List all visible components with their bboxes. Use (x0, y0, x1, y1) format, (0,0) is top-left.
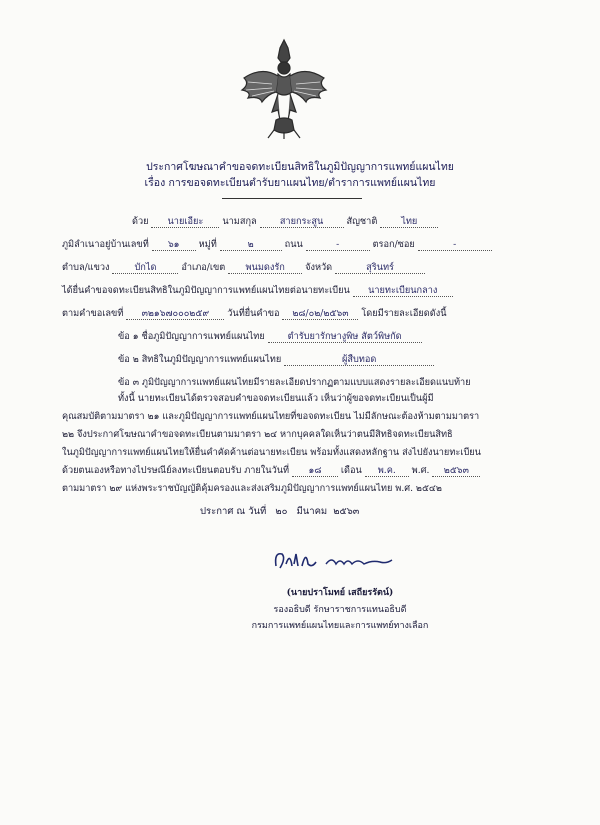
deadline-month: พ.ค. (365, 465, 409, 477)
road-label: ถนน (284, 239, 303, 250)
applicant-name: นายเอียะ (151, 216, 219, 228)
soi-label: ตรอก/ซอย (372, 239, 415, 250)
announcement-subject (0, 174, 590, 191)
announce-month: มีนาคม (296, 506, 328, 517)
announce-date-prefix: ประกาศ ณ วันที่ (200, 506, 267, 517)
form-row-filed (62, 283, 453, 298)
registrar-value: นายทะเบียนกลาง (353, 285, 453, 297)
announce-year: ๒๕๖๓ (333, 506, 360, 517)
body-line-5 (62, 462, 548, 480)
filed-text: ได้ยื่นคำขอจดทะเบียนสิทธิในภูมิปัญญาการแพทย์แผนไทยต่อนายทะเบียน (62, 285, 350, 296)
subject-text: การขอจดทะเบียนตำรับยาแผนไทย/ตำราการแพทย์แผนไทย (168, 177, 436, 189)
signatory-position: รองอธิบดี รักษาราชการแทนอธิบดี (273, 605, 407, 615)
request-number: ๓๒๑๖๗๐๐๐๒๕๙ (126, 308, 224, 320)
province-label: จังหวัด (305, 262, 333, 273)
details-label: โดยมีรายละเอียดดังนี้ (361, 308, 447, 319)
item2-value: ผู้สืบทอด (284, 354, 434, 366)
road-value: - (306, 239, 370, 251)
item1-value: ตำรับยารักษางูพิษ สัตว์พิษกัด (268, 331, 422, 343)
by-label: ด้วย (132, 216, 149, 227)
title-divider (222, 198, 362, 199)
body-line-1: ทั้งนี้ นายทะเบียนได้ตรวจสอบคำขอจดทะเบียนแล้ว เห็นว่าผู้ขอจดทะเบียนเป็นผู้มี (118, 393, 434, 404)
district-label: อำเภอ/เขต (181, 262, 226, 273)
address-label: ภูมิลำเนาอยู่บ้านเลขที่ (62, 239, 149, 250)
deadline-day: ๑๘ (292, 465, 338, 477)
form-row-location (62, 260, 425, 275)
signatory-name: (นายปราโมทย์ เสถียรรัตน์) (286, 588, 394, 598)
garuda-emblem (238, 36, 330, 140)
subdistrict-value: บักได (112, 262, 178, 274)
announcement-body (62, 390, 548, 498)
subdistrict-label: ตำบล/แขวง (62, 262, 110, 273)
province-value: สุรินทร์ (335, 262, 425, 274)
request-number-label: ตามคำขอเลขที่ (62, 308, 124, 319)
subject-label: เรื่อง (144, 177, 166, 189)
year-label: พ.ศ. (411, 465, 430, 476)
body-line-2: คุณสมบัติตามมาตรา ๒๑ และภูมิปัญญาการแพทย์แผนไทยที่ขอจดทะเบียน ไม่มีลักษณะต้องห้ามตามมาตรา (62, 411, 480, 422)
moo-value: ๒ (220, 239, 282, 251)
form-row-name (132, 214, 438, 229)
filed-date-label: วันที่ยื่นคำขอ (227, 308, 280, 319)
form-row-request (62, 306, 446, 321)
signatory-department: กรมการแพทย์แผนไทยและการแพทย์ทางเลือก (251, 621, 429, 631)
surname-label: นามสกุล (222, 216, 257, 227)
body-line-6: ตามมาตรา ๒๙ แห่งพระราชบัญญัติคุ้มครองและส่งเสริมภูมิปัญญาการแพทย์แผนไทย พ.ศ. ๒๕๔๒ (62, 483, 442, 494)
deadline-year: ๒๕๖๓ (432, 465, 480, 477)
nationality-label: สัญชาติ (346, 216, 378, 227)
handwritten-signature (268, 540, 398, 580)
form-row-address (62, 237, 492, 252)
deadline-prefix: ด้วยตนเองหรือทางไปรษณีย์ลงทะเบียนตอบรับ ภายในวันที่ (62, 465, 290, 476)
nationality-value: ไทย (380, 216, 438, 228)
item2-label: ข้อ ๒ สิทธิในภูมิปัญญาการแพทย์แผนไทย (118, 354, 282, 365)
body-line-4: ในภูมิปัญญาการแพทย์แผนไทยให้ยื่นคำคัดค้านต่อนายทะเบียน พร้อมทั้งแสดงหลักฐาน ส่งไปยังนายทะเบียน (62, 447, 481, 458)
month-label: เดือน (340, 465, 362, 476)
applicant-surname: สายกระสูน (260, 216, 344, 228)
item1-label: ข้อ ๑ ชื่อภูมิปัญญาการแพทย์แผนไทย (118, 331, 265, 342)
house-number: ๖๑ (152, 239, 196, 251)
moo-label: หมู่ที่ (198, 239, 217, 250)
announce-day: ๒๐ (275, 506, 288, 517)
soi-value: - (418, 239, 492, 251)
form-row-item3: ข้อ ๓ ภูมิปัญญาการแพทย์แผนไทยมีรายละเอียดปรากฏตามแบบแสดงรายละเอียดแนบท้าย (118, 377, 471, 388)
announce-date (200, 504, 359, 519)
district-value: พนมดงรัก (228, 262, 302, 274)
filed-date: ๒๘/๐๒/๒๕๖๓ (282, 308, 358, 320)
body-line-3: ๒๒ จึงประกาศโฆษณาคำขอจดทะเบียนตามมาตรา ๒๔ หากบุคคลใดเห็นว่าตนมีสิทธิจดทะเบียนสิทธิ (62, 429, 453, 440)
form-row-item1 (118, 329, 422, 344)
form-row-item2 (118, 352, 434, 367)
announcement-title: ประกาศโฆษณาคำขอจดทะเบียนสิทธิในภูมิปัญญาการแพทย์แผนไทย (146, 161, 454, 173)
